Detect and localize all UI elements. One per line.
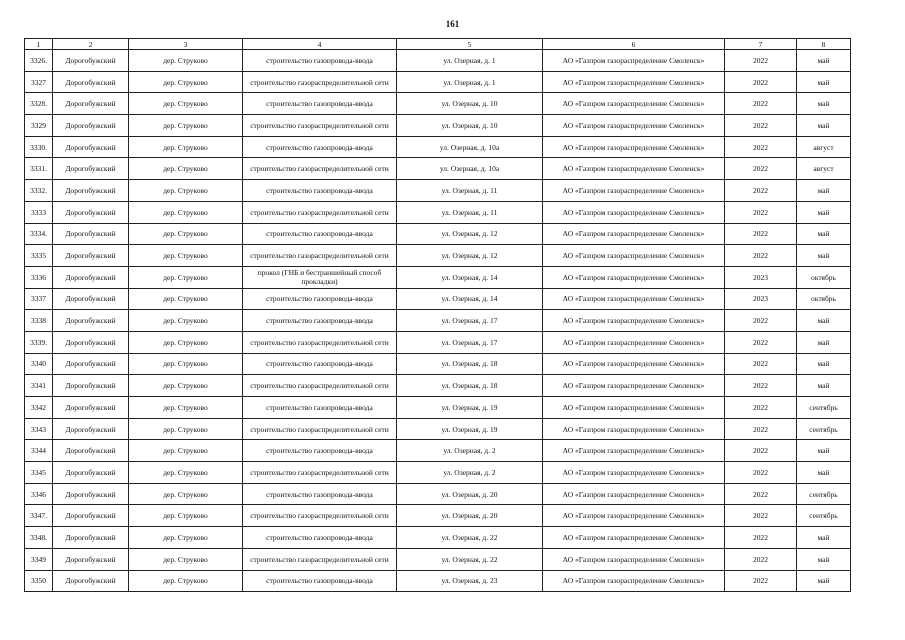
year-cell: 2022 <box>725 462 797 484</box>
district-cell: Дорогобужский <box>53 180 129 202</box>
work-type-cell: строительство газопровода-ввода <box>243 570 397 592</box>
district-cell: Дорогобужский <box>53 570 129 592</box>
month-cell: май <box>797 201 851 223</box>
work-type-cell: прокол (ГНБ и бестраншейный способ прокладки) <box>243 266 397 288</box>
work-type-cell: строительство газораспределительной сети <box>243 548 397 570</box>
work-type-cell: строительство газопровода-ввода <box>243 397 397 419</box>
contractor-cell: АО «Газпром газораспределение Смоленск» <box>543 527 725 549</box>
row-number-cell: 3339. <box>25 331 53 353</box>
settlement-cell: дер. Струково <box>129 71 243 93</box>
contractor-cell: АО «Газпром газораспределение Смоленск» <box>543 50 725 72</box>
row-number-cell: 3331. <box>25 158 53 180</box>
contractor-cell: АО «Газпром газораспределение Смоленск» <box>543 201 725 223</box>
table-row <box>25 397 851 419</box>
row-number-cell: 3340 <box>25 353 53 375</box>
table-row <box>25 180 851 202</box>
contractor-cell: АО «Газпром газораспределение Смоленск» <box>543 115 725 137</box>
row-number-cell: 3332. <box>25 180 53 202</box>
work-type-cell: строительство газопровода-ввода <box>243 93 397 115</box>
address-cell: ул. Озерная, д. 10а <box>397 136 543 158</box>
row-number-cell: 3328. <box>25 93 53 115</box>
header-row <box>25 39 851 50</box>
year-cell: 2022 <box>725 115 797 137</box>
row-number-cell: 3348. <box>25 527 53 549</box>
settlement-cell: дер. Струково <box>129 288 243 310</box>
settlement-cell: дер. Струково <box>129 483 243 505</box>
contractor-cell: АО «Газпром газораспределение Смоленск» <box>543 505 725 527</box>
work-type-cell: строительство газопровода-ввода <box>243 483 397 505</box>
month-cell: май <box>797 462 851 484</box>
district-cell: Дорогобужский <box>53 331 129 353</box>
month-cell: сентябрь <box>797 418 851 440</box>
district-cell: Дорогобужский <box>53 93 129 115</box>
settlement-cell: дер. Струково <box>129 418 243 440</box>
district-cell: Дорогобужский <box>53 50 129 72</box>
settlement-cell: дер. Струково <box>129 570 243 592</box>
district-cell: Дорогобужский <box>53 418 129 440</box>
contractor-cell: АО «Газпром газораспределение Смоленск» <box>543 397 725 419</box>
column-header: 4 <box>243 39 397 50</box>
table-row <box>25 310 851 332</box>
month-cell: май <box>797 71 851 93</box>
month-cell: май <box>797 527 851 549</box>
work-type-cell: строительство газопровода-ввода <box>243 223 397 245</box>
settlement-cell: дер. Струково <box>129 136 243 158</box>
row-number-cell: 3341 <box>25 375 53 397</box>
year-cell: 2022 <box>725 548 797 570</box>
settlement-cell: дер. Струково <box>129 462 243 484</box>
district-cell: Дорогобужский <box>53 71 129 93</box>
row-number-cell: 3338 <box>25 310 53 332</box>
column-header: 2 <box>53 39 129 50</box>
district-cell: Дорогобужский <box>53 375 129 397</box>
work-type-cell: строительство газопровода-ввода <box>243 527 397 549</box>
table-row <box>25 266 851 288</box>
contractor-cell: АО «Газпром газораспределение Смоленск» <box>543 570 725 592</box>
work-type-cell: строительство газораспределительной сети <box>243 462 397 484</box>
column-header: 3 <box>129 39 243 50</box>
row-number-cell: 3329 <box>25 115 53 137</box>
contractor-cell: АО «Газпром газораспределение Смоленск» <box>543 375 725 397</box>
settlement-cell: дер. Струково <box>129 527 243 549</box>
month-cell: май <box>797 93 851 115</box>
month-cell: сентябрь <box>797 397 851 419</box>
column-header: 7 <box>725 39 797 50</box>
contractor-cell: АО «Газпром газораспределение Смоленск» <box>543 331 725 353</box>
settlement-cell: дер. Струково <box>129 353 243 375</box>
month-cell: май <box>797 548 851 570</box>
address-cell: ул. Озерная, д. 17 <box>397 331 543 353</box>
year-cell: 2022 <box>725 483 797 505</box>
row-number-cell: 3346 <box>25 483 53 505</box>
address-cell: ул. Озерная, д. 10а <box>397 158 543 180</box>
settlement-cell: дер. Струково <box>129 115 243 137</box>
address-cell: ул. Озерная, д. 19 <box>397 397 543 419</box>
work-type-cell: строительство газопровода-ввода <box>243 288 397 310</box>
district-cell: Дорогобужский <box>53 245 129 267</box>
row-number-cell: 3343 <box>25 418 53 440</box>
district-cell: Дорогобужский <box>53 158 129 180</box>
table-row <box>25 201 851 223</box>
year-cell: 2022 <box>725 93 797 115</box>
settlement-cell: дер. Струково <box>129 158 243 180</box>
work-type-cell: строительство газопровода-ввода <box>243 50 397 72</box>
contractor-cell: АО «Газпром газораспределение Смоленск» <box>543 93 725 115</box>
table-row <box>25 158 851 180</box>
month-cell: май <box>797 115 851 137</box>
month-cell: май <box>797 245 851 267</box>
address-cell: ул. Озерная, д. 10 <box>397 93 543 115</box>
address-cell: ул. Озерная, д. 1 <box>397 71 543 93</box>
district-cell: Дорогобужский <box>53 288 129 310</box>
contractor-cell: АО «Газпром газораспределение Смоленск» <box>543 483 725 505</box>
work-type-cell: строительство газораспределительной сети <box>243 115 397 137</box>
month-cell: май <box>797 331 851 353</box>
row-number-cell: 3345 <box>25 462 53 484</box>
settlement-cell: дер. Струково <box>129 397 243 419</box>
district-cell: Дорогобужский <box>53 462 129 484</box>
contractor-cell: АО «Газпром газораспределение Смоленск» <box>543 245 725 267</box>
settlement-cell: дер. Струково <box>129 50 243 72</box>
settlement-cell: дер. Струково <box>129 375 243 397</box>
district-cell: Дорогобужский <box>53 115 129 137</box>
year-cell: 2022 <box>725 223 797 245</box>
work-type-cell: строительство газопровода-ввода <box>243 136 397 158</box>
table-row <box>25 71 851 93</box>
settlement-cell: дер. Струково <box>129 180 243 202</box>
district-cell: Дорогобужский <box>53 266 129 288</box>
work-type-cell: строительство газопровода-ввода <box>243 440 397 462</box>
address-cell: ул. Озерная, д. 18 <box>397 353 543 375</box>
district-cell: Дорогобужский <box>53 483 129 505</box>
contractor-cell: АО «Газпром газораспределение Смоленск» <box>543 353 725 375</box>
row-number-cell: 3327 <box>25 71 53 93</box>
contractor-cell: АО «Газпром газораспределение Смоленск» <box>543 136 725 158</box>
work-type-cell: строительство газораспределительной сети <box>243 418 397 440</box>
table-body <box>25 50 851 592</box>
work-type-cell: строительство газораспределительной сети <box>243 505 397 527</box>
table-row <box>25 331 851 353</box>
district-cell: Дорогобужский <box>53 136 129 158</box>
row-number-cell: 3334. <box>25 223 53 245</box>
contractor-cell: АО «Газпром газораспределение Смоленск» <box>543 440 725 462</box>
row-number-cell: 3350 <box>25 570 53 592</box>
address-cell: ул. Озерная, д. 10 <box>397 115 543 137</box>
year-cell: 2022 <box>725 440 797 462</box>
work-type-cell: строительство газораспределительной сети <box>243 331 397 353</box>
month-cell: май <box>797 440 851 462</box>
table-row <box>25 93 851 115</box>
page-number: 161 <box>445 19 460 29</box>
address-cell: ул. Озерная, д. 14 <box>397 266 543 288</box>
address-cell: ул. Озерная, д. 2 <box>397 440 543 462</box>
district-cell: Дорогобужский <box>53 201 129 223</box>
year-cell: 2022 <box>725 50 797 72</box>
table-row <box>25 136 851 158</box>
address-cell: ул. Озерная, д. 1 <box>397 50 543 72</box>
row-number-cell: 3342 <box>25 397 53 419</box>
month-cell: май <box>797 180 851 202</box>
address-cell: ул. Озерная, д. 12 <box>397 223 543 245</box>
table-row <box>25 223 851 245</box>
address-cell: ул. Озерная, д. 18 <box>397 375 543 397</box>
settlement-cell: дер. Струково <box>129 266 243 288</box>
row-number-cell: 3333 <box>25 201 53 223</box>
year-cell: 2022 <box>725 158 797 180</box>
column-header: 5 <box>397 39 543 50</box>
table-row <box>25 548 851 570</box>
table-row <box>25 462 851 484</box>
year-cell: 2022 <box>725 201 797 223</box>
work-type-cell: строительство газораспределительной сети <box>243 245 397 267</box>
month-cell: май <box>797 310 851 332</box>
address-cell: ул. Озерная, д. 20 <box>397 483 543 505</box>
year-cell: 2023 <box>725 288 797 310</box>
settlement-cell: дер. Струково <box>129 245 243 267</box>
district-cell: Дорогобужский <box>53 397 129 419</box>
row-number-cell: 3349 <box>25 548 53 570</box>
row-number-cell: 3326. <box>25 50 53 72</box>
year-cell: 2022 <box>725 71 797 93</box>
settlement-cell: дер. Струково <box>129 505 243 527</box>
contractor-cell: АО «Газпром газораспределение Смоленск» <box>543 223 725 245</box>
row-number-cell: 3330. <box>25 136 53 158</box>
month-cell: октябрь <box>797 288 851 310</box>
work-type-cell: строительство газораспределительной сети <box>243 158 397 180</box>
settlement-cell: дер. Струково <box>129 440 243 462</box>
year-cell: 2023 <box>725 266 797 288</box>
column-header: 6 <box>543 39 725 50</box>
address-cell: ул. Озерная, д. 11 <box>397 201 543 223</box>
year-cell: 2022 <box>725 397 797 419</box>
month-cell: октябрь <box>797 266 851 288</box>
month-cell: май <box>797 50 851 72</box>
district-cell: Дорогобужский <box>53 527 129 549</box>
month-cell: май <box>797 375 851 397</box>
row-number-cell: 3347. <box>25 505 53 527</box>
district-cell: Дорогобужский <box>53 505 129 527</box>
settlement-cell: дер. Струково <box>129 93 243 115</box>
work-type-cell: строительство газораспределительной сети <box>243 375 397 397</box>
year-cell: 2022 <box>725 331 797 353</box>
register-table <box>24 38 851 592</box>
month-cell: май <box>797 223 851 245</box>
row-number-cell: 3336 <box>25 266 53 288</box>
work-type-cell: строительство газопровода-ввода <box>243 353 397 375</box>
district-cell: Дорогобужский <box>53 353 129 375</box>
year-cell: 2022 <box>725 245 797 267</box>
contractor-cell: АО «Газпром газораспределение Смоленск» <box>543 548 725 570</box>
table-row <box>25 483 851 505</box>
contractor-cell: АО «Газпром газораспределение Смоленск» <box>543 158 725 180</box>
year-cell: 2022 <box>725 570 797 592</box>
work-type-cell: строительство газопровода-ввода <box>243 310 397 332</box>
work-type-cell: строительство газораспределительной сети <box>243 71 397 93</box>
contractor-cell: АО «Газпром газораспределение Смоленск» <box>543 310 725 332</box>
year-cell: 2022 <box>725 505 797 527</box>
work-type-cell: строительство газопровода-ввода <box>243 180 397 202</box>
district-cell: Дорогобужский <box>53 440 129 462</box>
table-row <box>25 353 851 375</box>
address-cell: ул. Озерная, д. 23 <box>397 570 543 592</box>
address-cell: ул. Озерная, д. 22 <box>397 527 543 549</box>
contractor-cell: АО «Газпром газораспределение Смоленск» <box>543 418 725 440</box>
table-row <box>25 375 851 397</box>
address-cell: ул. Озерная, д. 22 <box>397 548 543 570</box>
row-number-cell: 3335 <box>25 245 53 267</box>
table-row <box>25 440 851 462</box>
contractor-cell: АО «Газпром газораспределение Смоленск» <box>543 71 725 93</box>
settlement-cell: дер. Струково <box>129 201 243 223</box>
work-type-cell: строительство газораспределительной сети <box>243 201 397 223</box>
address-cell: ул. Озерная, д. 17 <box>397 310 543 332</box>
table-row <box>25 50 851 72</box>
table-row <box>25 288 851 310</box>
year-cell: 2022 <box>725 353 797 375</box>
month-cell: август <box>797 158 851 180</box>
address-cell: ул. Озерная, д. 2 <box>397 462 543 484</box>
district-cell: Дорогобужский <box>53 223 129 245</box>
contractor-cell: АО «Газпром газораспределение Смоленск» <box>543 462 725 484</box>
address-cell: ул. Озерная, д. 20 <box>397 505 543 527</box>
table-row <box>25 245 851 267</box>
contractor-cell: АО «Газпром газораспределение Смоленск» <box>543 180 725 202</box>
settlement-cell: дер. Струково <box>129 331 243 353</box>
table-row <box>25 115 851 137</box>
table-row <box>25 418 851 440</box>
year-cell: 2022 <box>725 418 797 440</box>
row-number-cell: 3344 <box>25 440 53 462</box>
table-row <box>25 527 851 549</box>
year-cell: 2022 <box>725 180 797 202</box>
address-cell: ул. Озерная, д. 12 <box>397 245 543 267</box>
contractor-cell: АО «Газпром газораспределение Смоленск» <box>543 288 725 310</box>
column-header: 1 <box>25 39 53 50</box>
year-cell: 2022 <box>725 527 797 549</box>
month-cell: август <box>797 136 851 158</box>
year-cell: 2022 <box>725 310 797 332</box>
table-row <box>25 505 851 527</box>
row-number-cell: 3337 <box>25 288 53 310</box>
address-cell: ул. Озерная, д. 11 <box>397 180 543 202</box>
year-cell: 2022 <box>725 136 797 158</box>
settlement-cell: дер. Струково <box>129 310 243 332</box>
settlement-cell: дер. Струково <box>129 223 243 245</box>
address-cell: ул. Озерная, д. 19 <box>397 418 543 440</box>
month-cell: сентябрь <box>797 505 851 527</box>
district-cell: Дорогобужский <box>53 310 129 332</box>
table-row <box>25 570 851 592</box>
month-cell: май <box>797 570 851 592</box>
contractor-cell: АО «Газпром газораспределение Смоленск» <box>543 266 725 288</box>
settlement-cell: дер. Струково <box>129 548 243 570</box>
district-cell: Дорогобужский <box>53 548 129 570</box>
month-cell: сентябрь <box>797 483 851 505</box>
month-cell: май <box>797 353 851 375</box>
column-header: 8 <box>797 39 851 50</box>
year-cell: 2022 <box>725 375 797 397</box>
address-cell: ул. Озерная, д. 14 <box>397 288 543 310</box>
